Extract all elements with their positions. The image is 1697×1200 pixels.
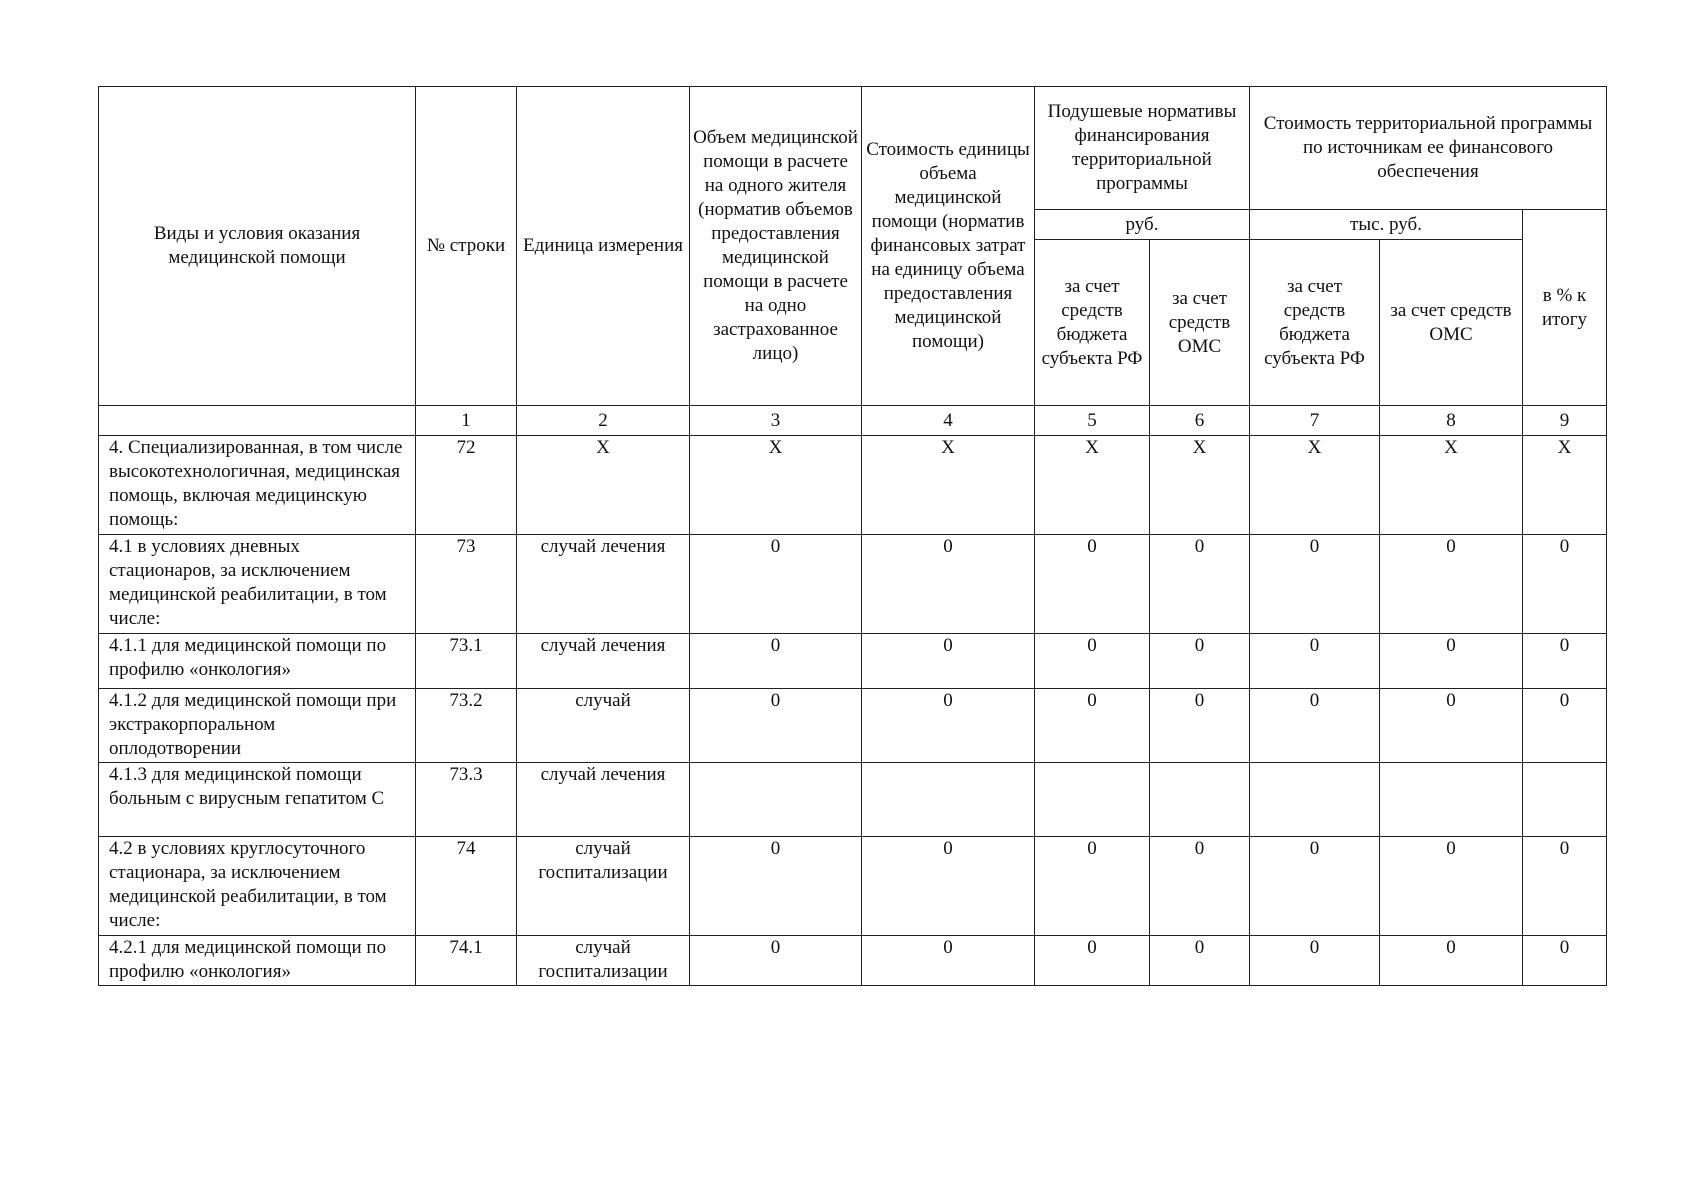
row-unit: случай госпитализации	[517, 837, 690, 936]
row-cell: 0	[1035, 634, 1150, 689]
column-number: 3	[690, 406, 862, 436]
header-row-1	[99, 87, 1607, 210]
row-cell: 0	[1380, 634, 1523, 689]
row-cell: 0	[862, 837, 1035, 936]
table-row	[99, 763, 1607, 837]
row-cell: X	[690, 436, 862, 535]
header-volume: Объем медицинской помощи в расчете на одного жителя (норматив объемов предоставления медицинской помощи в расчете на одно застрахованное лицо)	[690, 87, 862, 406]
table-row	[99, 689, 1607, 763]
header-budget-thous: за счет средств бюджета субъекта РФ	[1250, 240, 1380, 406]
row-cell: 0	[1150, 535, 1250, 634]
row-cell: X	[1150, 436, 1250, 535]
row-cell	[1523, 763, 1607, 837]
column-number: 1	[416, 406, 517, 436]
row-cell: 0	[862, 535, 1035, 634]
row-cell	[1035, 763, 1150, 837]
row-cell: 0	[1035, 837, 1150, 936]
row-cell: 0	[1150, 936, 1250, 986]
row-cell	[1250, 763, 1380, 837]
header-budget-rub: за счет средств бюджета субъекта РФ	[1035, 240, 1150, 406]
row-cell	[1380, 763, 1523, 837]
row-unit: случай лечения	[517, 763, 690, 837]
row-number: 73.3	[416, 763, 517, 837]
row-number: 72	[416, 436, 517, 535]
header-percent: в % к итогу	[1523, 210, 1607, 406]
row-name: 4.1.3 для медицинской помощи больным с вирусным гепатитом С	[99, 763, 416, 837]
column-number: 6	[1150, 406, 1250, 436]
row-cell: 0	[690, 689, 862, 763]
header-oms-thous: за счет средств ОМС	[1380, 240, 1523, 406]
row-cell: 0	[1150, 837, 1250, 936]
row-number: 73	[416, 535, 517, 634]
column-number: 7	[1250, 406, 1380, 436]
row-unit: случай	[517, 689, 690, 763]
row-number: 74.1	[416, 936, 517, 986]
row-cell: 0	[1523, 634, 1607, 689]
row-number: 74	[416, 837, 517, 936]
column-number: 9	[1523, 406, 1607, 436]
row-cell	[690, 763, 862, 837]
column-number: 5	[1035, 406, 1150, 436]
header-unit-cost: Стоимость единицы объема медицинской помощи (норматив финансовых затрат на единицу объема предоставления медицинской помощи)	[862, 87, 1035, 406]
column-number-blank	[99, 406, 416, 436]
row-cell: 0	[1035, 689, 1150, 763]
row-unit: случай лечения	[517, 634, 690, 689]
table-row	[99, 837, 1607, 936]
medical-care-cost-table	[98, 86, 1607, 986]
row-cell: 0	[1380, 689, 1523, 763]
row-cell: X	[1523, 436, 1607, 535]
header-per-capita: Подушевые нормативы финансирования территориальной программы	[1035, 87, 1250, 210]
row-cell: 0	[1523, 535, 1607, 634]
table-row	[99, 634, 1607, 689]
column-number: 2	[517, 406, 690, 436]
row-cell: 0	[1523, 936, 1607, 986]
column-number: 4	[862, 406, 1035, 436]
row-cell: 0	[1250, 634, 1380, 689]
table-row	[99, 535, 1607, 634]
row-cell: 0	[862, 689, 1035, 763]
row-name: 4.2.1 для медицинской помощи по профилю «онкология»	[99, 936, 416, 986]
row-cell: 0	[1150, 689, 1250, 763]
row-cell: X	[1035, 436, 1150, 535]
header-program-cost: Стоимость территориальной программы по источникам ее финансового обеспечения	[1250, 87, 1607, 210]
row-cell	[1150, 763, 1250, 837]
header-row-number: № строки	[416, 87, 517, 406]
row-cell: 0	[1523, 837, 1607, 936]
row-cell: 0	[1035, 936, 1150, 986]
header-unit: Единица измерения	[517, 87, 690, 406]
column-number-row	[99, 406, 1607, 436]
row-cell: 0	[1380, 936, 1523, 986]
row-cell: X	[1250, 436, 1380, 535]
header-oms-rub: за счет средств ОМС	[1150, 240, 1250, 406]
row-cell: X	[1380, 436, 1523, 535]
row-cell: 0	[862, 936, 1035, 986]
row-cell: 0	[690, 634, 862, 689]
row-unit: случай лечения	[517, 535, 690, 634]
column-number: 8	[1380, 406, 1523, 436]
table-row	[99, 936, 1607, 986]
row-cell	[862, 763, 1035, 837]
row-number: 73.1	[416, 634, 517, 689]
row-cell: 0	[690, 936, 862, 986]
row-cell: 0	[1035, 535, 1150, 634]
header-rub: руб.	[1035, 210, 1250, 240]
header-thous-rub: тыс. руб.	[1250, 210, 1523, 240]
row-name: 4.1 в условиях дневных стационаров, за исключением медицинской реабилитации, в том числе:	[99, 535, 416, 634]
row-cell: 0	[1150, 634, 1250, 689]
row-unit: случай госпитализации	[517, 936, 690, 986]
table-row	[99, 436, 1607, 535]
row-name: 4.2 в условиях круглосуточного стационара, за исключением медицинской реабилитации, в том числе:	[99, 837, 416, 936]
row-cell: 0	[1380, 837, 1523, 936]
row-cell: 0	[1380, 535, 1523, 634]
row-unit: X	[517, 436, 690, 535]
header-kind: Виды и условия оказания медицинской помощи	[99, 87, 416, 406]
row-cell: 0	[1250, 936, 1380, 986]
row-cell: X	[862, 436, 1035, 535]
row-cell: 0	[1250, 837, 1380, 936]
row-name: 4.1.1 для медицинской помощи по профилю «онкология»	[99, 634, 416, 689]
row-cell: 0	[1523, 689, 1607, 763]
row-cell: 0	[690, 837, 862, 936]
row-number: 73.2	[416, 689, 517, 763]
row-name: 4. Специализированная, в том числе высокотехнологичная, медицинская помощь, включая медицинскую помощь:	[99, 436, 416, 535]
row-cell: 0	[1250, 689, 1380, 763]
document-page	[98, 86, 1606, 986]
row-name: 4.1.2 для медицинской помощи при экстракорпоральном оплодотворении	[99, 689, 416, 763]
row-cell: 0	[1250, 535, 1380, 634]
row-cell: 0	[862, 634, 1035, 689]
row-cell: 0	[690, 535, 862, 634]
